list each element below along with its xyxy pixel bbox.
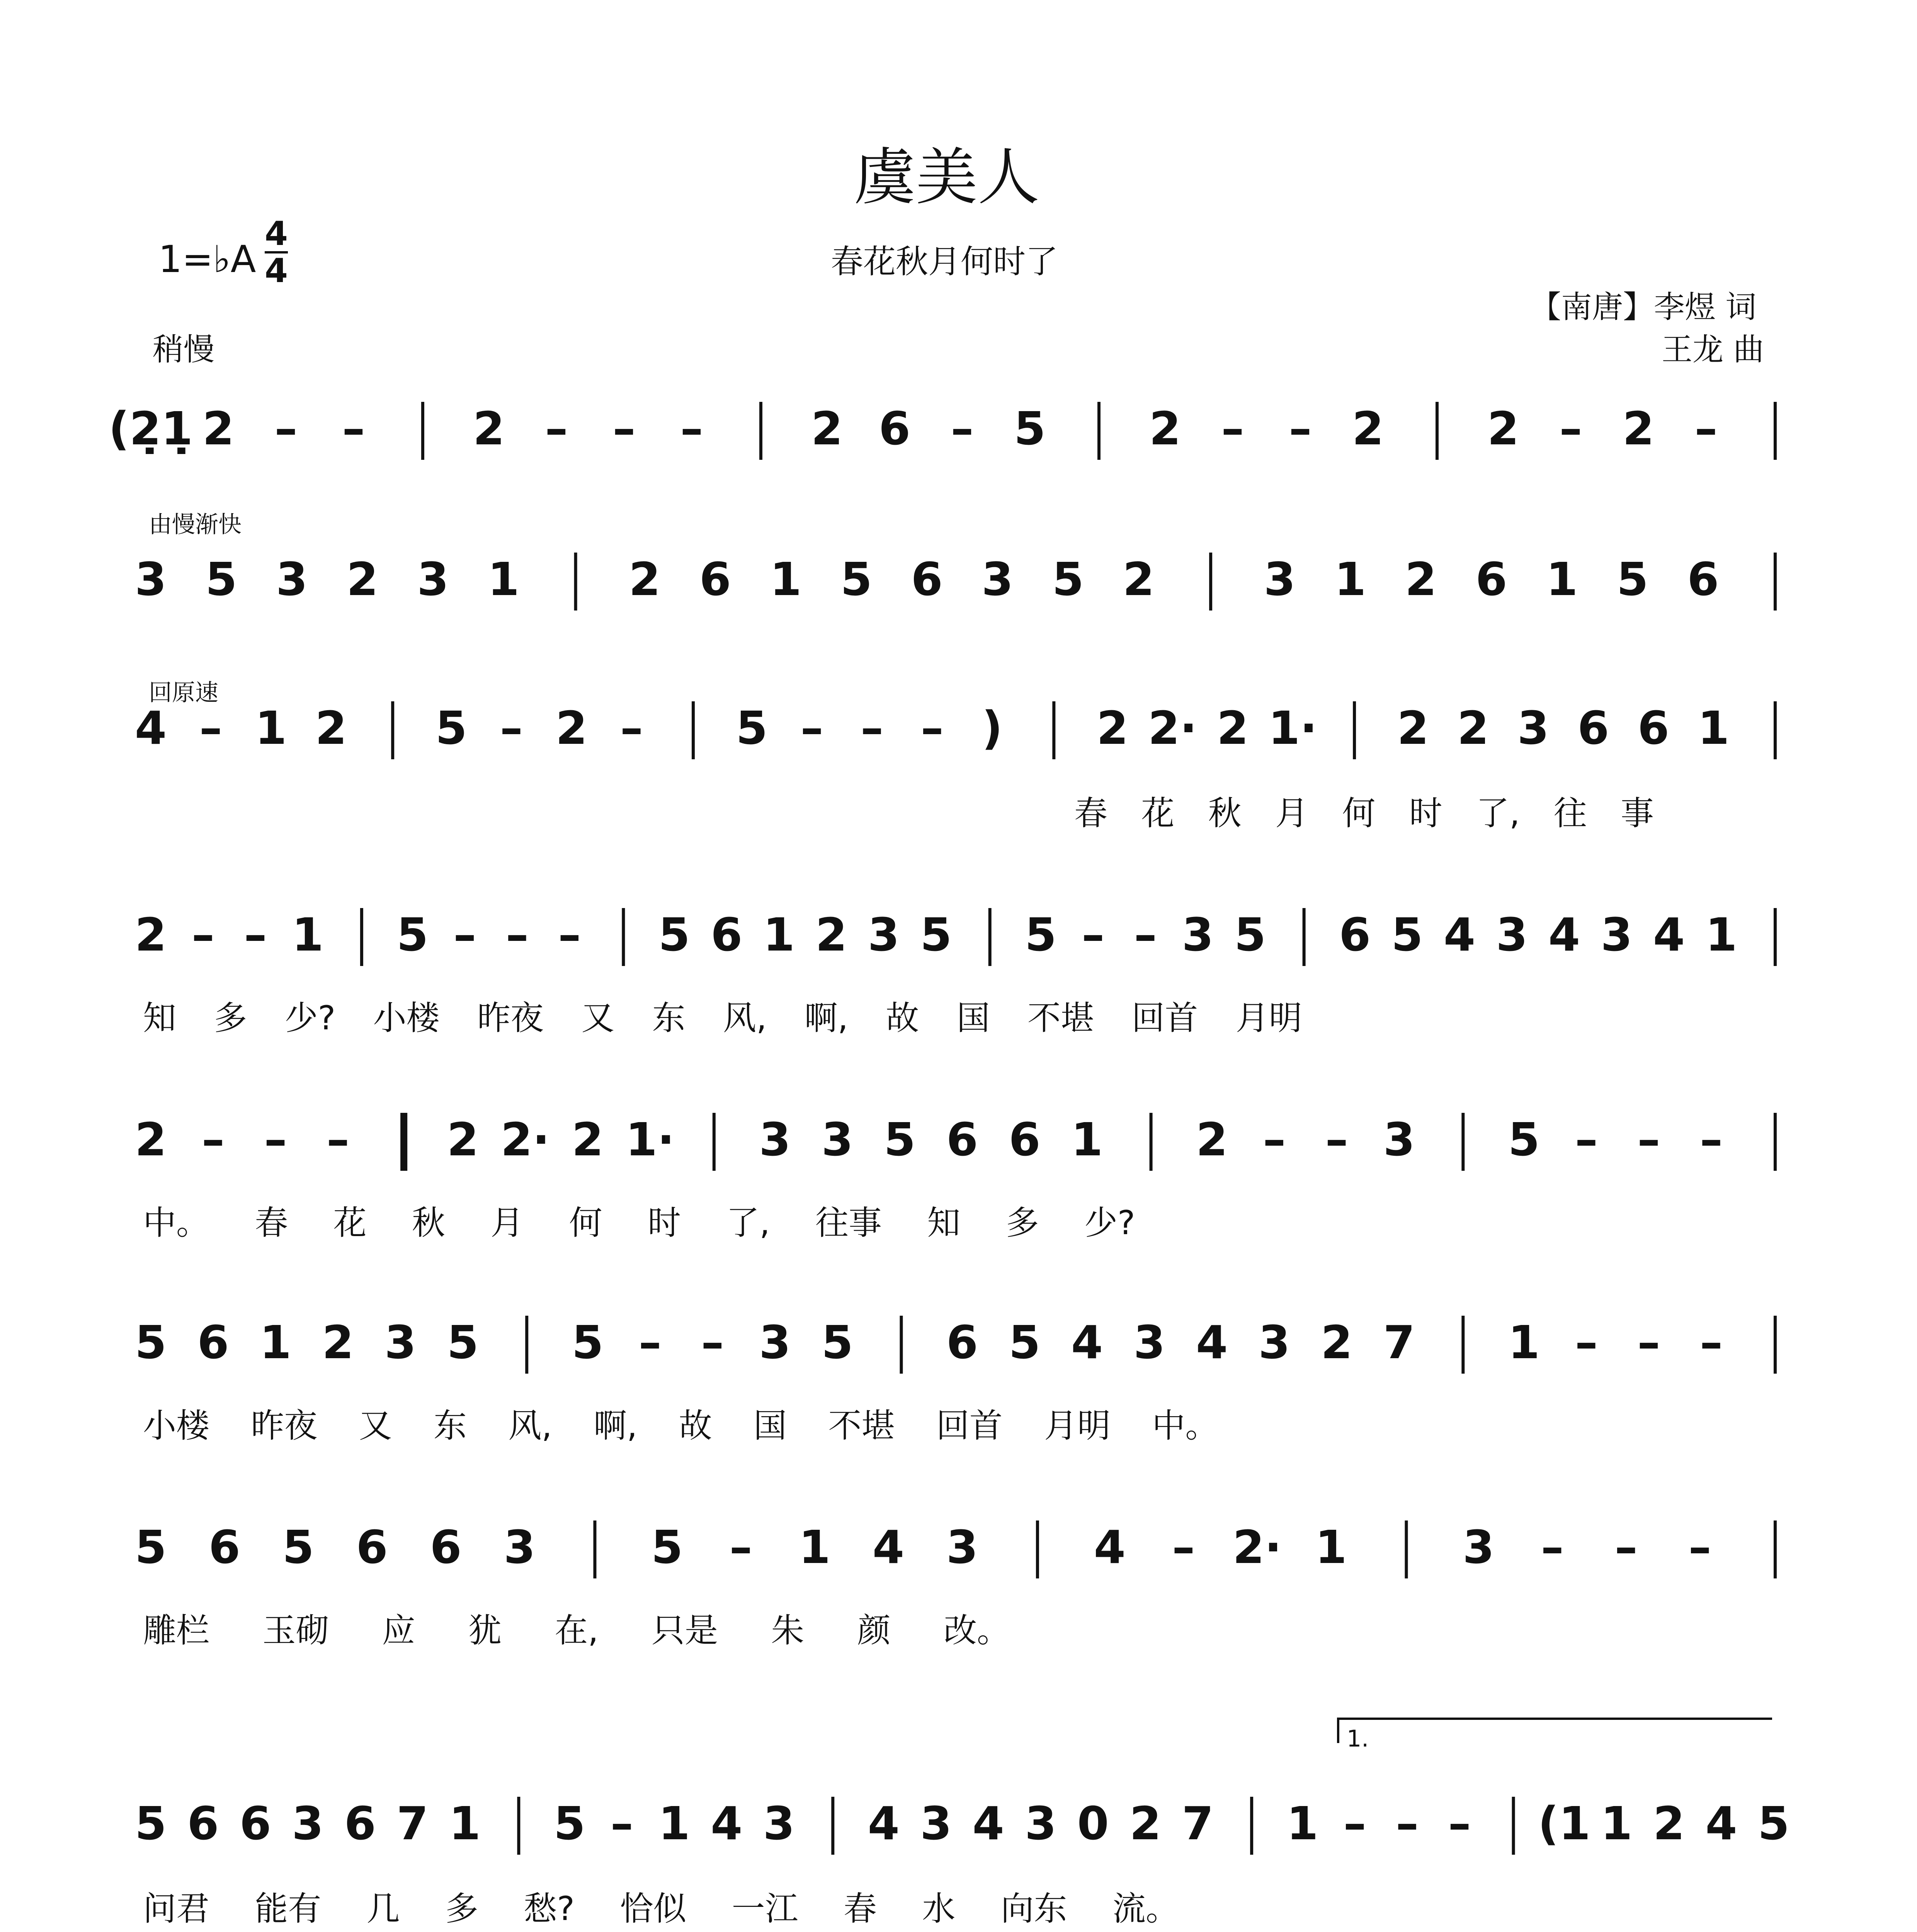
barline [1774,1113,1777,1171]
note: 3 [1517,701,1549,755]
barline [574,553,577,611]
dash-mark: – [191,908,214,961]
note: 5 [1014,402,1046,455]
note: 1 [487,553,520,606]
dash-mark: – [202,1113,225,1166]
barline [593,1520,596,1578]
notation-row-4 [135,908,1777,966]
dash-mark: – [1699,1316,1723,1369]
note: 2 [555,701,587,755]
barline [1209,553,1212,611]
note: 2 [134,908,167,961]
composer-credit: 王龙 曲 [1662,332,1764,367]
barline [1461,1316,1465,1374]
barline [900,1316,903,1374]
note: 2 [811,402,843,455]
note: 6 [1475,553,1507,606]
note: 5 [435,701,467,755]
dash-mark: – [610,1797,633,1850]
barline [831,1797,834,1855]
dash-mark: – [264,1113,287,1166]
dash-mark: – [1221,402,1244,455]
note: 5 [1757,1797,1790,1850]
note: 4 [711,1797,743,1850]
note: 1 [763,908,795,961]
note: 2 [629,553,661,606]
barline [622,908,625,966]
note: 3 [1383,1113,1415,1166]
barline [1774,701,1777,759]
note: 5 [396,908,429,961]
barline [525,1316,528,1374]
dash-mark: – [701,1316,724,1369]
note: 6 [208,1520,240,1574]
barline [517,1797,520,1855]
note: 5 [1052,553,1084,606]
dash-mark: – [1694,402,1718,455]
note: 1 [255,701,287,755]
note: 2 [1405,553,1437,606]
note: 3 [1133,1316,1165,1369]
note: 3 [1496,908,1528,961]
note: 1· [1268,701,1318,755]
note: 5 [1391,908,1423,961]
note: 2 [346,553,378,606]
note: 6 [430,1520,462,1574]
note: 4 [1071,1316,1103,1369]
note: 1 [658,1797,690,1850]
dash-mark: – [1637,1113,1660,1166]
notation-row-1 [109,402,1777,460]
barline [1774,1520,1777,1578]
dash-mark: – [500,701,523,755]
note: 3 [292,1797,324,1850]
barline [1097,402,1101,460]
note: 3 [920,1797,952,1850]
barline [713,1113,716,1171]
note: 2· [500,1113,550,1166]
note: 3 [1025,1797,1057,1850]
note: 6 [878,402,911,455]
dash-mark: – [1575,1113,1598,1166]
dash-mark: – [951,402,974,455]
note: 6 [197,1316,229,1369]
note: 6 [946,1113,978,1166]
note: 1 [770,553,802,606]
note: 2 [1216,701,1249,755]
note: 2 [202,402,235,455]
dash-mark: – [244,908,267,961]
note: 5 [134,1797,167,1850]
score-notes [109,402,1789,1932]
note: 4 [972,1797,1004,1850]
note: 5 [282,1520,314,1574]
barline [1512,1797,1515,1855]
note: 3 [946,1520,978,1574]
note: 6 [344,1797,376,1850]
barline [1774,402,1777,460]
dash-mark: – [1614,1520,1638,1574]
dash-mark: – [1575,1316,1598,1369]
lyrics-row-4: 知 多 少? 小楼 昨夜 又 东 风, 啊, 故 国 不堪 回首 月明 [143,999,1302,1037]
dash-mark: – [1343,1797,1366,1850]
note: 5 [821,1316,853,1369]
note: 6 [911,553,943,606]
barline [1774,908,1777,966]
note: 6 [1687,553,1719,606]
note: 1· [625,1113,675,1166]
dash-mark: – [1082,908,1105,961]
dash-mark: – [729,1520,752,1574]
note: 6 [1009,1113,1041,1166]
note: 1 [1546,553,1578,606]
note: 2 [572,1113,604,1166]
dash-mark: – [342,402,365,455]
note: 5 [134,1520,167,1574]
dash-mark: – [920,701,944,755]
note: 3 [276,553,308,606]
note: 1 [1705,908,1737,961]
dash-mark: – [612,402,636,455]
note: 6 [1637,701,1669,755]
dash-mark: – [861,701,884,755]
note: 2 [1096,701,1128,755]
note: 5 [447,1316,479,1369]
barline [1774,1316,1777,1374]
page-subtitle: 春花秋月何时了 [831,243,1058,281]
notation-row-7 [135,1520,1777,1578]
note: 5 [1234,908,1266,961]
note: 1 [449,1797,481,1850]
dash-mark: – [1134,908,1157,961]
lyrics-row-6: 小楼 昨夜 又 东 风, 啊, 故 国 不堪 回首 月明 中。 [143,1406,1219,1445]
note: 1 [1315,1520,1347,1574]
dash-mark: – [1541,1520,1564,1574]
note: 2 [322,1316,354,1369]
note: 1 [1334,553,1366,606]
dash-mark: – [638,1316,662,1369]
note: 4 [1094,1520,1126,1574]
dash-mark: – [1448,1797,1471,1850]
note: 2 [1321,1316,1353,1369]
barline [1353,701,1356,759]
dash-mark: – [1637,1316,1660,1369]
note: 4 [867,1797,900,1850]
note: 2 [134,1113,167,1166]
note: 7 [1383,1316,1415,1369]
note: 6 [699,553,731,606]
dash-mark: – [545,402,568,455]
barline [1036,1520,1039,1578]
note: 3 [134,553,167,606]
note: 2· [1233,1520,1282,1574]
tempo-start: 稍慢 [153,332,214,367]
barline [759,402,762,460]
note: 3 [759,1113,791,1166]
key-signature: 1=♭A [158,238,256,281]
note: 1 [292,908,324,961]
note: 2 [1397,701,1429,755]
note: 5 [205,553,237,606]
note: 5 [134,1316,167,1369]
barline [1461,1113,1465,1171]
dash-mark: – [1688,1520,1711,1574]
note: 3 [867,908,900,961]
note: 4 [1705,1797,1737,1850]
dash-mark: – [1325,1113,1348,1166]
notation-row-5 [135,1113,1777,1171]
note: 4 [1548,908,1580,961]
note: 2 [1622,402,1655,455]
lyrics-row-5: 中。 春 花 秋 月 何 时 了, 往事 知 多 少? [143,1204,1135,1242]
note: 5 [840,553,873,606]
note: 7 [396,1797,429,1850]
note: 3 [1182,908,1214,961]
note: 7 [1182,1797,1214,1850]
barline [1250,1797,1253,1855]
note: 2 [1196,1113,1228,1166]
barline [1436,402,1439,460]
note: 5 [884,1113,916,1166]
barline [988,908,992,966]
page-title: 虞美人 [854,141,1040,213]
note: 2 [447,1113,479,1166]
dash-mark: – [620,701,643,755]
note: 2 [815,908,847,961]
dash-mark: – [274,402,298,455]
note: 3 [821,1113,853,1166]
note: 4 [134,701,167,755]
note: 3 [1264,553,1296,606]
barline [360,908,363,966]
note: 6 [187,1797,219,1850]
note: 3 [759,1316,791,1369]
note: 5 [920,908,952,961]
note: 5 [1025,908,1057,961]
tempo-line2: 由慢渐快 [149,511,242,538]
volta-1-label: 1. [1347,1725,1369,1752]
note: 6 [356,1520,388,1574]
time-signature-top: 4 [265,214,288,253]
note: 3 [384,1316,417,1369]
note: 3 [981,553,1014,606]
dash-mark: – [558,908,581,961]
note: 2 [1123,553,1155,606]
notation-row-3 [135,701,1777,759]
note: 1 [260,1316,292,1369]
note: 6 [239,1797,272,1850]
barline [1303,908,1306,966]
note: 5 [553,1797,585,1850]
note: 2 [1352,402,1384,455]
dash-mark: – [1699,1113,1723,1166]
note: 4 [1444,908,1476,961]
note: 1 [1071,1113,1103,1166]
lyrics-row-7: 雕栏 玉砌 应 犹 在, 只是 朱 颜 改。 [143,1611,1010,1650]
note: 6 [946,1316,978,1369]
note: 6 [711,908,743,961]
note: 5 [1616,553,1648,606]
lyrics-row-3: 春 花 秋 月 何 时 了, 往 事 [1074,794,1654,833]
notation-row-8 [135,1797,1789,1855]
note: 5 [651,1520,683,1574]
dash-mark: – [1263,1113,1286,1166]
note: 1 [1508,1316,1540,1369]
barline [1774,553,1777,611]
dash-mark: – [1559,402,1582,455]
barline [400,1113,407,1171]
note: (1 [1538,1797,1591,1850]
notation-row-2 [135,553,1777,611]
barline [1405,1520,1408,1578]
note: 6 [1339,908,1371,961]
note: 2· [1148,701,1197,755]
barline [421,402,424,460]
note: 5 [736,701,768,755]
dash-mark: – [680,402,703,455]
lyricist-credit: 【南唐】李煜 词 [1530,289,1757,325]
note: 0 [1077,1797,1109,1850]
note: 2 [315,701,347,755]
barline [692,701,695,759]
barline [1150,1113,1153,1171]
note: 2 [1653,1797,1685,1850]
note: 6 [1577,701,1609,755]
dash-mark: – [327,1113,350,1166]
note: 3 [1258,1316,1290,1369]
note: 2 [1149,402,1181,455]
note: 3 [503,1520,536,1574]
note: 4 [873,1520,905,1574]
note: 5 [1009,1316,1041,1369]
dash-mark: – [453,908,476,961]
dash-mark: – [1289,402,1312,455]
tempo-line3: 回原速 [149,679,218,706]
notation-row-6 [135,1316,1777,1374]
note: 1 [799,1520,831,1574]
note: 2 [473,402,505,455]
dash-mark: – [505,908,529,961]
note: (2̣1̣ [108,402,193,455]
note: ) [981,701,1003,755]
dash-mark: – [1396,1797,1419,1850]
note: 3 [417,553,449,606]
note: 3 [1463,1520,1495,1574]
note: 5 [1508,1113,1540,1166]
lyrics-row-8: 问君 能有 几 多 愁? 恰似 一江 春 水 向东 流。 [143,1889,1179,1928]
dash-mark: – [199,701,223,755]
note: 1 [1286,1797,1318,1850]
note: 1 [1698,701,1730,755]
note: 3 [1601,908,1633,961]
barline [391,701,394,759]
dash-mark: – [800,701,823,755]
note: 1 [1601,1797,1633,1850]
note: 4 [1196,1316,1228,1369]
note: 2 [1129,1797,1162,1850]
note: 4 [1653,908,1685,961]
note: 2 [1457,701,1489,755]
note: 3 [763,1797,795,1850]
time-signature-bottom: 4 [265,252,288,290]
dash-mark: – [1172,1520,1195,1574]
barline [1052,701,1055,759]
note: 5 [572,1316,604,1369]
note: 5 [658,908,690,961]
note: 2 [1487,402,1519,455]
